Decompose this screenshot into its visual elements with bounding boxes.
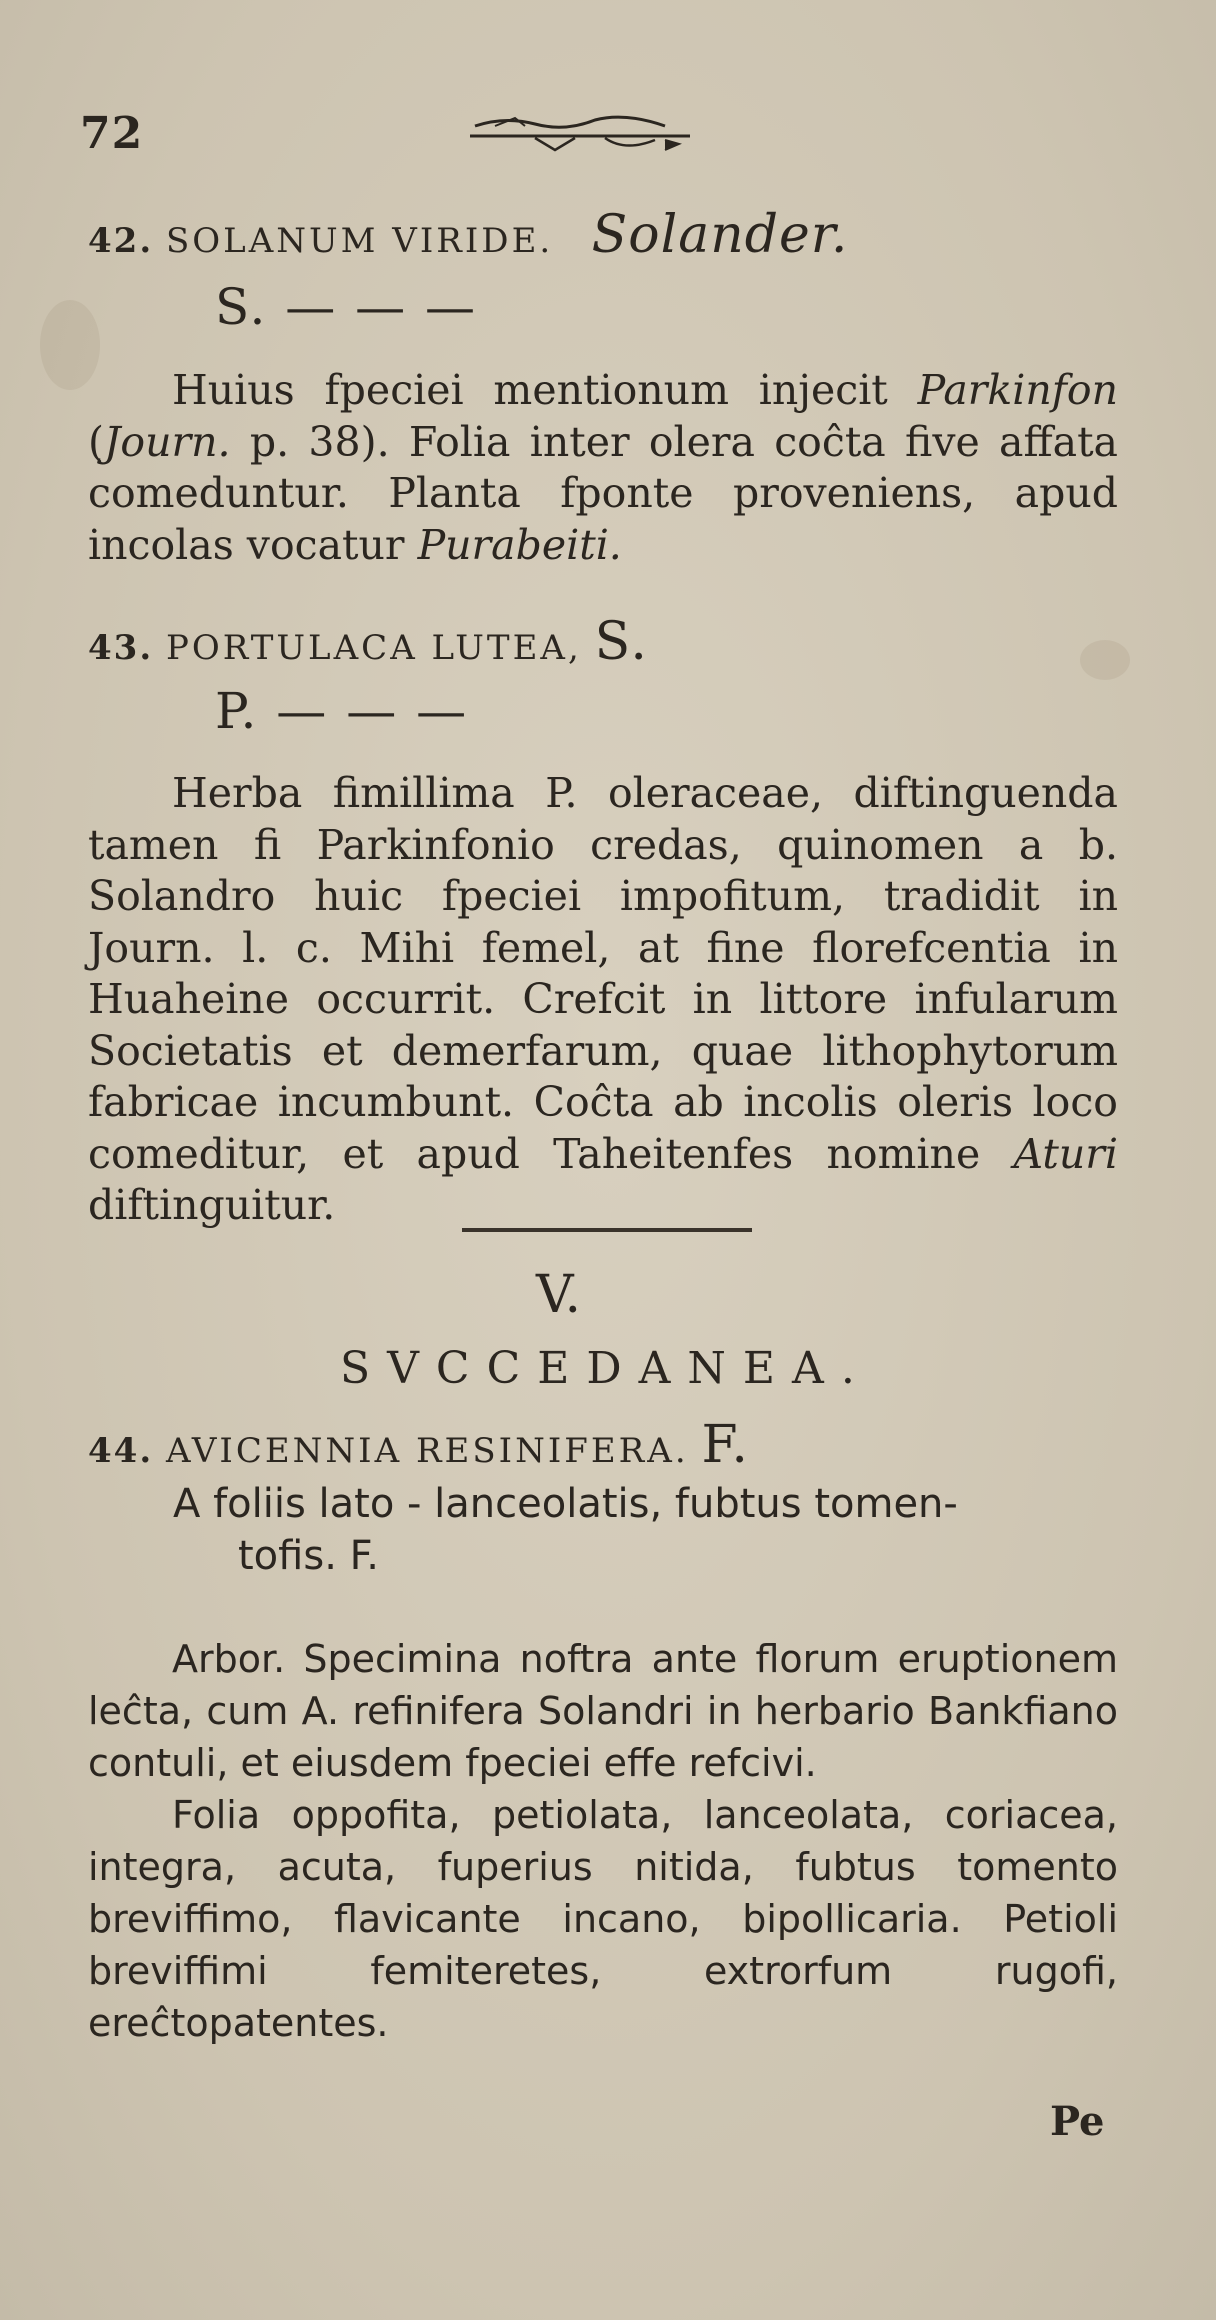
entry-43-number: 43. (88, 628, 154, 668)
entry-43-text: Herba fimillima P. oleraceae, diftinguenda tamen fi Parkinfonio credas, quinomen a b. Solandro huic fpeciei impofitum, tradidit in Journ. l. c. Mihi femel, at fine florefcentia in Huaheine occurrit. Crefcit in littore infularum Societatis et demerfarum, quae lithophytorum fabricae incumbunt. Coĉta ab incolis oleris loco comeditur, et apud Taheitenfes nomine Aturi diftinguitur. (88, 769, 1118, 1229)
entry-42-heading (88, 205, 848, 265)
paragraph: Arbor. Specimina noftra ante florum eruptionem leĉta, cum A. refinifera Solandri in herbario Bankfiano contuli, et eiusdem fpeciei effe refcivi. (88, 1637, 1118, 1785)
section-number: V. (536, 1265, 581, 1325)
diagnosis-line: tofis. F. (238, 1533, 379, 1579)
entry-44-number: 44. (88, 1431, 154, 1471)
page-number: 72 (80, 108, 144, 159)
entry-44-diagnosis (88, 1478, 1118, 1582)
paper-stain (1080, 640, 1130, 680)
section-rule (462, 1228, 752, 1232)
section-title: SVCCEDANEA. (340, 1343, 872, 1394)
entry-42-name: SOLANUM VIRIDE. (165, 221, 554, 261)
paragraph: Folia oppofita, petiolata, lanceolata, coriacea, integra, acuta, fuperius nitida, fubtus tomento breviffimo, flavicante incano, bipollicaria. Petioli breviffimi femiteretes, extrorfum rugofi, ereĉtopatentes. (88, 1793, 1118, 2045)
entry-43-heading (88, 612, 649, 672)
entry-43-authority: S. (594, 612, 649, 672)
catchword: Pe (1050, 2098, 1105, 2145)
entry-44-name: AVICENNIA RESINIFERA. (165, 1431, 689, 1471)
entry-42-number: 42. (88, 221, 154, 261)
entry-42-synonym: S. — — — (215, 278, 478, 336)
ornament-icon (465, 108, 695, 158)
entry-44-text (88, 1633, 1118, 2049)
entry-42-text: Huius fpeciei mentionum injecit Parkinfon (Journ. p. 38). Folia inter olera coĉta five affata comeduntur. Planta fponte proveniens, apud incolas vocatur Purabeiti. (88, 366, 1118, 569)
entry-43-name: PORTULACA LUTEA, (165, 628, 582, 668)
entry-43-synonym: P. — — — (215, 682, 469, 740)
entry-44-heading (88, 1415, 750, 1475)
entry-42-authority: Solander. (591, 205, 849, 265)
entry-44-authority: F. (701, 1415, 750, 1475)
diagnosis-line: A foliis lato - lanceolatis, fubtus tomen- (173, 1481, 958, 1527)
